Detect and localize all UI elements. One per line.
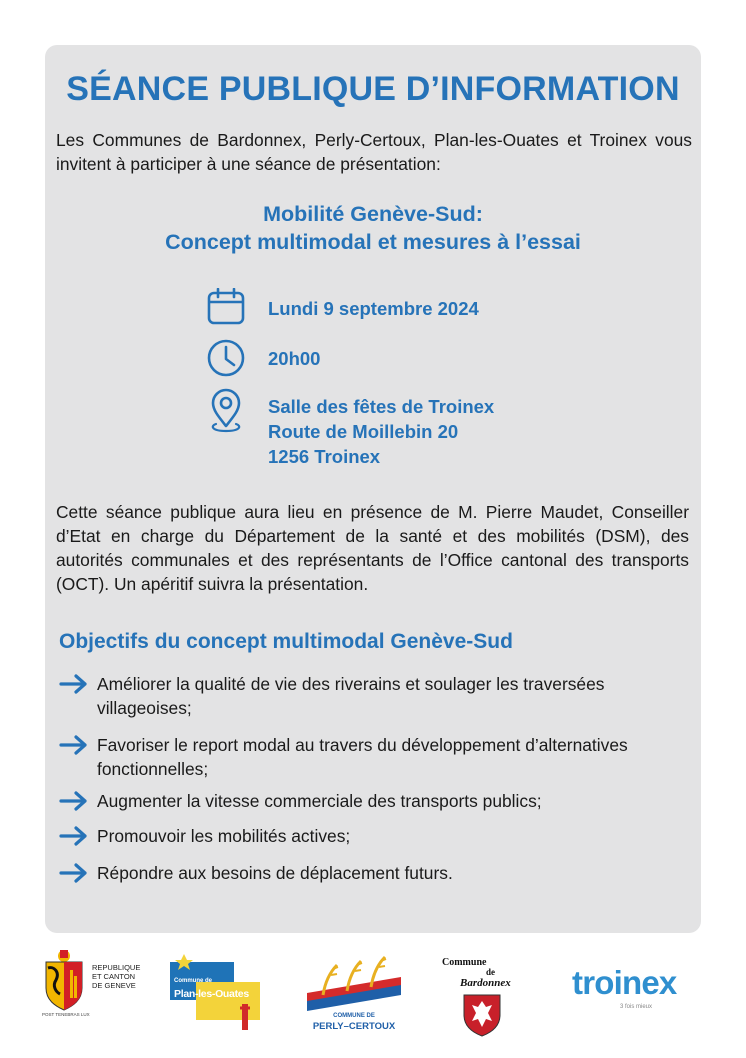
event-city: 1256 Troinex xyxy=(268,446,381,467)
troinex-wordmark: troinex xyxy=(572,964,677,1001)
event-venue: Salle des fêtes de Troinex xyxy=(268,396,495,417)
logo-plan-les-ouates xyxy=(170,952,262,1040)
location-pin-icon xyxy=(206,388,246,434)
plo-line-2: Plan-les-Ouates xyxy=(174,988,249,1000)
perly-certoux-emblem-icon xyxy=(303,955,405,1013)
event-street: Route de Moillebin 20 xyxy=(268,421,459,442)
arrow-right-icon xyxy=(59,789,89,813)
event-location xyxy=(268,394,494,469)
objective-text: Répondre aux besoins de déplacement futurs. xyxy=(97,863,453,883)
page-title: SÉANCE PUBLIQUE D’INFORMATION xyxy=(66,70,680,108)
geneve-motto: POST TENEBRAS LUX xyxy=(42,1012,90,1017)
geneve-shield-icon xyxy=(40,948,88,1014)
geneve-line-2: ET CANTON xyxy=(92,972,136,981)
arrow-right-icon xyxy=(59,733,89,757)
geneve-line-1: REPUBLIQUE xyxy=(92,963,141,972)
objectives-title: Objectifs du concept multimodal Genève-Sud xyxy=(59,630,513,653)
event-subtitle xyxy=(0,200,746,256)
arrow-right-icon xyxy=(59,824,89,848)
perly-line-2: PERLY–CERTOUX xyxy=(312,1021,396,1032)
event-date: Lundi 9 septembre 2024 xyxy=(268,298,479,319)
calendar-icon xyxy=(206,288,246,326)
bardonnex-line-2: de xyxy=(486,967,495,977)
perly-line-1: COMMUNE DE xyxy=(333,1013,375,1019)
bardonnex-line-3: Bardonnex xyxy=(460,977,511,989)
intro-text: Les Communes de Bardonnex, Perly-Certoux, Plan-les-Ouates et Troinex vous invitent à participer à une séance de présentation: xyxy=(56,130,692,174)
arrow-right-icon xyxy=(59,861,89,885)
plo-line-1: Commune de xyxy=(174,978,213,984)
objective-text: Améliorer la qualité de vie des riverains et soulager les traversées villageoises; xyxy=(97,674,605,718)
bardonnex-shield-icon xyxy=(462,993,502,1037)
subtitle-line-1: Mobilité Genève-Sud: xyxy=(263,202,483,226)
body-paragraph: Cette séance publique aura lieu en présence de M. Pierre Maudet, Conseiller d’Etat en charge du Département de la santé et des mobilités (DSM), des autorités communales et des représentants de l’Office cantonal des transports (OCT). Un apéritif suivra la présentation. xyxy=(56,502,689,594)
subtitle-line-2: Concept multimodal et mesures à l’essai xyxy=(165,230,581,254)
geneve-line-3: DE GENEVE xyxy=(92,981,136,990)
logo-bardonnex xyxy=(440,955,544,1039)
logo-troinex xyxy=(568,962,692,1020)
event-time: 20h00 xyxy=(268,348,321,369)
clock-icon xyxy=(206,338,246,378)
logo-perly-certoux xyxy=(303,955,405,1035)
objective-text: Augmenter la vitesse commerciale des transports publics; xyxy=(97,791,542,811)
troinex-tagline: 3 fois mieux xyxy=(620,1004,653,1010)
logo-geneve xyxy=(40,948,150,1020)
bardonnex-line-1: Commune xyxy=(442,957,487,968)
objective-text: Promouvoir les mobilités actives; xyxy=(97,826,351,846)
objective-text: Favoriser le report modal au travers du développement d’alternatives fonctionnelles; xyxy=(97,735,628,779)
arrow-right-icon xyxy=(59,672,89,696)
